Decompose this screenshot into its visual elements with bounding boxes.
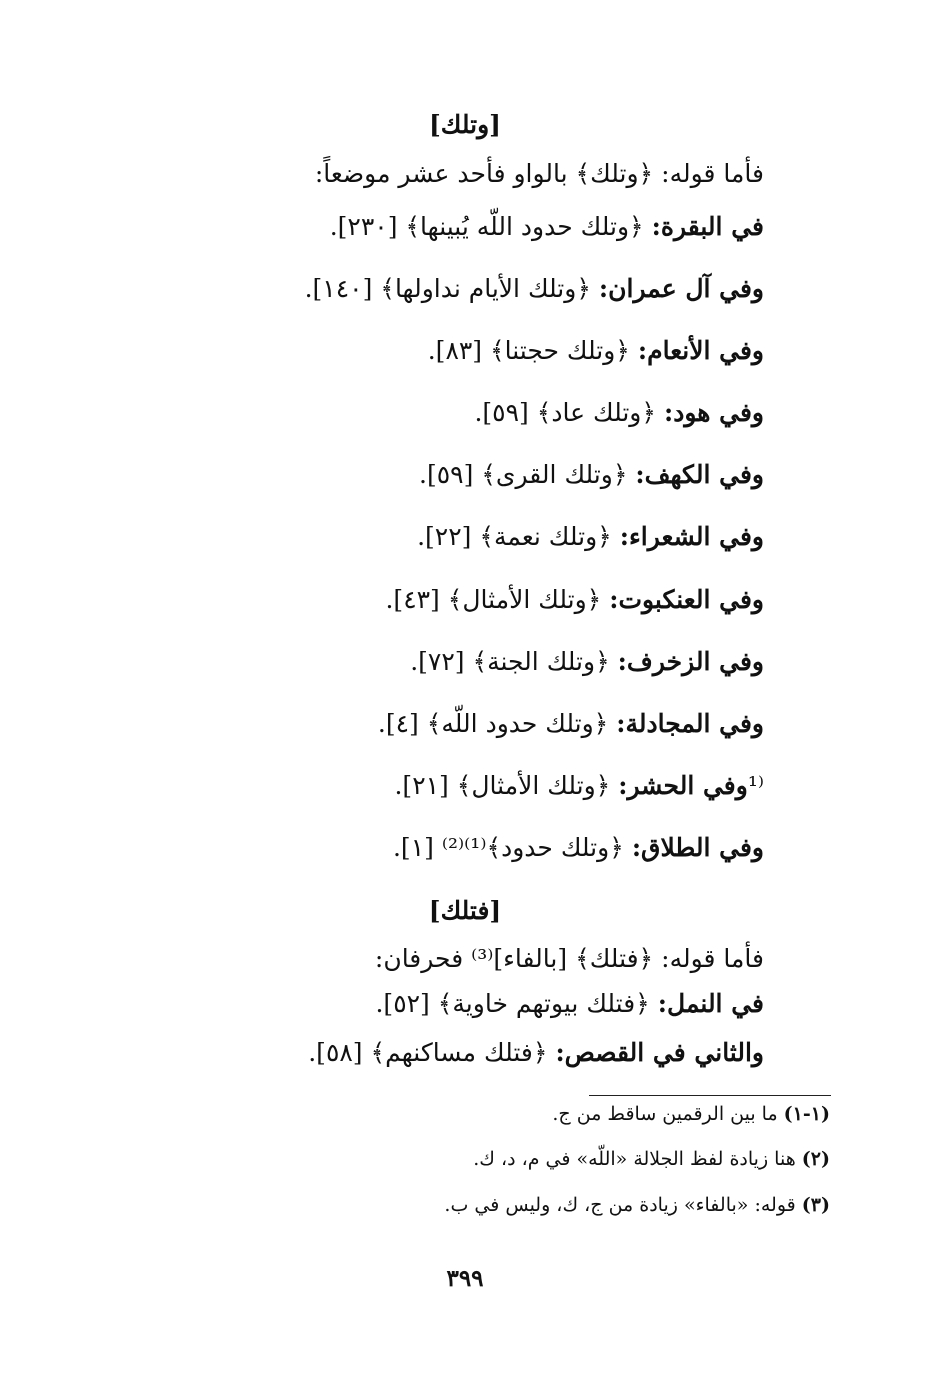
- surah-label: والثاني في القصص:: [555, 1038, 764, 1067]
- surah-label: وفي الشعراء:: [619, 522, 764, 551]
- footnote-2: [190, 1145, 830, 1173]
- entry-talaq: [164, 831, 764, 865]
- verse-text: ﴿فتلك بيوتهم خاوية﴾ [٥٢].: [375, 989, 658, 1018]
- section2-intro: فأما قوله: ﴿فتلك﴾ [بالفاء]⁽³⁾ فحرفان:: [374, 944, 764, 973]
- surah-label: وفي الكهف:: [635, 460, 764, 489]
- entry-al-imran: [164, 272, 764, 306]
- entry-hud: [164, 396, 764, 430]
- surah-label: وفي العنكبوت:: [609, 585, 764, 614]
- verse-text: ﴿وتلك حدود اللّه يُبينها﴾ [٢٣٠].: [329, 212, 652, 241]
- surah-label: وفي الطلاق:: [631, 833, 764, 862]
- entry-anam: [164, 334, 764, 368]
- surah-label: وفي الأنعام:: [637, 336, 764, 365]
- entry-mujadila: [164, 707, 764, 741]
- page-number: ٣٩٩: [446, 1265, 484, 1292]
- section1-intro: فأما قوله: ﴿وتلك﴾ بالواو فأحد عشر موضعاً:: [314, 159, 764, 188]
- entry-ankabut: [164, 583, 764, 617]
- footnote-divider: [589, 1095, 831, 1096]
- surah-label: وفي هود:: [663, 398, 764, 427]
- footnote-text: هنا زيادة لفظ الجلالة «اللّه» في م، د، ك.: [473, 1148, 802, 1170]
- footnote-3: [190, 1191, 830, 1219]
- surah-label: في البقرة:: [651, 212, 764, 241]
- verse-text: ﴿وتلك نعمة﴾ [٢٢].: [417, 522, 620, 551]
- footnote-text: ما بين الرقمين ساقط من ج.: [552, 1103, 784, 1125]
- verse-text: ﴿وتلك الأمثال﴾ [٤٣].: [385, 585, 610, 614]
- entry-hashr: [164, 769, 764, 803]
- footnote-mark: (٣): [801, 1194, 830, 1216]
- verse-text: ﴿وتلك الأيام نداولها﴾ [١٤٠].: [304, 274, 599, 303]
- surah-label: وفي الزخرف:: [617, 647, 764, 676]
- verse-text: ﴿وتلك حجتنا﴾ [٨٣].: [427, 336, 638, 365]
- verse-text: ﴿وتلك الجنة﴾ [٧٢].: [410, 647, 618, 676]
- verse-text: ﴿وتلك الأمثال﴾ [٢١].: [394, 771, 619, 800]
- entry-prefix: ⁽¹: [747, 771, 764, 800]
- surah-label: في النمل:: [657, 989, 764, 1018]
- verse-text: ﴿وتلك القرى﴾ [٥٩].: [419, 460, 636, 489]
- footnote-mark: (١-١): [783, 1103, 830, 1125]
- section-heading-watilka: [وتلك]: [428, 110, 502, 139]
- footnote-1: [190, 1100, 830, 1128]
- entry-baqara: [164, 210, 764, 244]
- entry-zukhruf: [164, 645, 764, 679]
- surah-label: وفي المجادلة:: [616, 709, 764, 738]
- entry-kahf: [164, 458, 764, 492]
- footnote-text: قوله: «بالفاء» زيادة من ج، ك، وليس في ب.: [444, 1194, 802, 1216]
- footnote-mark: (٢): [801, 1148, 830, 1170]
- verse-text: ﴿وتلك حدود اللّه﴾ [٤].: [377, 709, 617, 738]
- surah-label: وفي آل عمران:: [598, 274, 764, 303]
- entry-shuara: [164, 520, 764, 554]
- verse-text: ﴿وتلك حدود﴾⁽¹⁾⁽²⁾ [١].: [392, 833, 632, 862]
- section-heading-fatilka: [فتلك]: [428, 896, 502, 925]
- verse-text: ﴿وتلك عاد﴾ [٥٩].: [474, 398, 664, 427]
- surah-label: وفي الحشر:: [618, 771, 748, 800]
- entry-qasas: [164, 1036, 764, 1070]
- verse-text: ﴿فتلك مساكنهم﴾ [٥٨].: [308, 1038, 556, 1067]
- entry-naml: [164, 987, 764, 1021]
